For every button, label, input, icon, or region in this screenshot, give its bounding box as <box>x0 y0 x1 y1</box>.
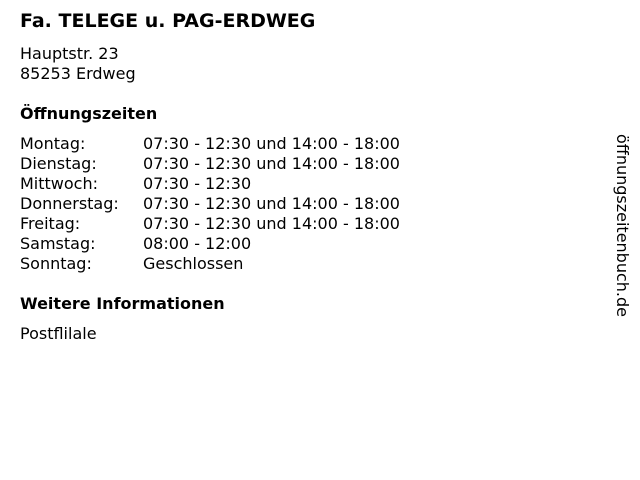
hours-time: 07:30 - 12:30 und 14:00 - 18:00 <box>143 214 400 233</box>
hours-day: Dienstag: <box>20 154 97 173</box>
hours-day: Sonntag: <box>20 254 92 273</box>
hours-row-friday <box>20 214 400 234</box>
hours-row-monday <box>20 134 400 154</box>
hours-day: Mittwoch: <box>20 174 98 193</box>
opening-hours-table <box>20 134 400 274</box>
hours-row-saturday <box>20 234 400 254</box>
hours-day: Freitag: <box>20 214 81 233</box>
business-address <box>20 44 136 84</box>
hours-row-sunday <box>20 254 400 274</box>
business-name: Fa. TELEGE u. PAG-ERDWEG <box>20 10 316 32</box>
hours-time: Geschlossen <box>143 254 244 273</box>
site-watermark: öffnungszeitenbuch.de <box>613 134 632 317</box>
hours-day: Samstag: <box>20 234 96 253</box>
hours-time: 08:00 - 12:00 <box>143 234 252 253</box>
hours-day: Donnerstag: <box>20 194 119 213</box>
hours-row-tuesday <box>20 154 400 174</box>
further-info-text: Postflilale <box>20 324 97 343</box>
hours-time: 07:30 - 12:30 und 14:00 - 18:00 <box>143 154 400 173</box>
further-info-heading: Weitere Informationen <box>20 294 225 313</box>
hours-time: 07:30 - 12:30 und 14:00 - 18:00 <box>143 194 400 213</box>
hours-day: Montag: <box>20 134 86 153</box>
hours-time: 07:30 - 12:30 <box>143 174 252 193</box>
opening-hours-heading: Öffnungszeiten <box>20 104 158 123</box>
hours-time: 07:30 - 12:30 und 14:00 - 18:00 <box>143 134 400 153</box>
hours-row-thursday <box>20 194 400 214</box>
hours-row-wednesday <box>20 174 400 194</box>
address-city: 85253 Erdweg <box>20 64 136 83</box>
address-street: Hauptstr. 23 <box>20 44 119 63</box>
